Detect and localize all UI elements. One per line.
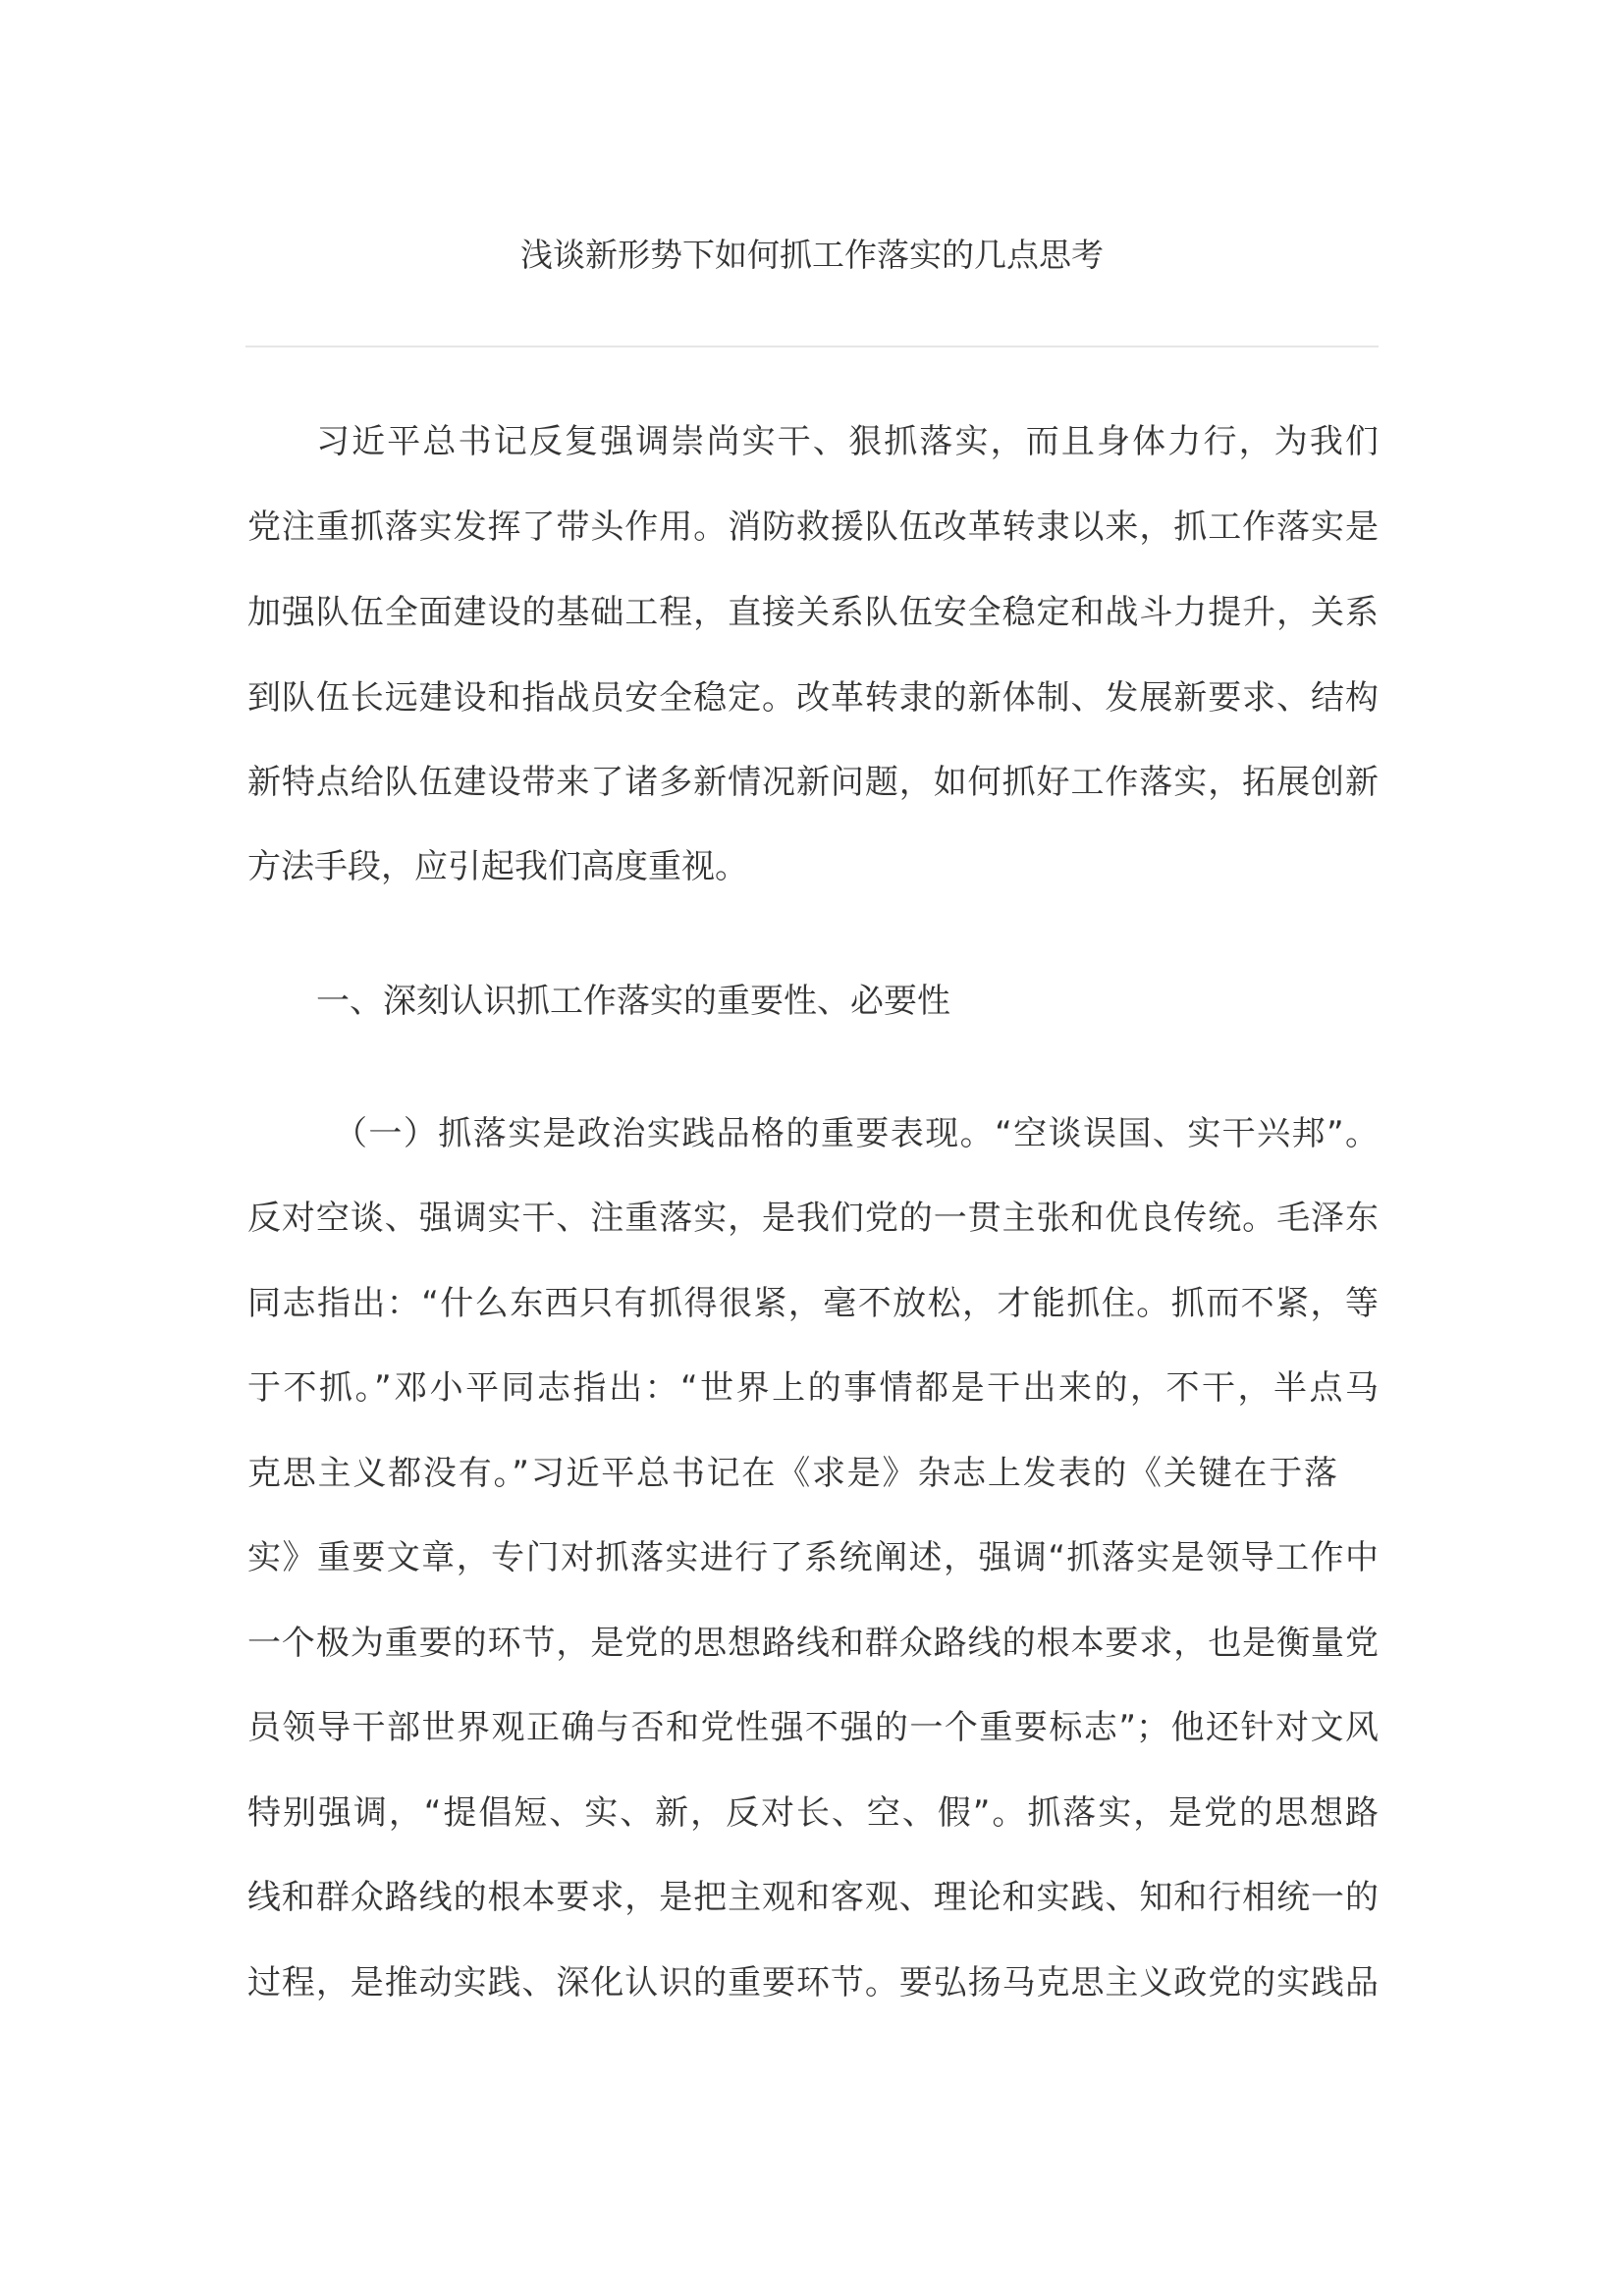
title-divider	[245, 346, 1379, 347]
paragraph-line: 加强队伍全面建设的基础工程，直接关系队伍安全稳定和战斗力提升，关系	[247, 593, 1379, 632]
paragraph-line: 新特点给队伍建设带来了诸多新情况新问题，如何抓好工作落实，拓展创新	[247, 763, 1379, 802]
paragraph-line: 员领导干部世界观正确与否和党性强不强的一个重要标志”；他还针对文风	[247, 1708, 1379, 1747]
paragraph-line: 一个极为重要的环节，是党的思想路线和群众路线的根本要求，也是衡量党	[247, 1624, 1379, 1663]
paragraph-line: 同志指出：“什么东西只有抓得很紧，毫不放松，才能抓住。抓而不紧，等	[247, 1284, 1379, 1323]
paragraph-line: 过程，是推动实践、深化认识的重要环节。要弘扬马克思主义政党的实践品	[247, 1963, 1379, 2002]
paragraph-line: 习近平总书记反复强调崇尚实干、狠抓落实，而且身体力行，为我们	[316, 422, 1379, 461]
paragraph-line: 克思主义都没有。”习近平总书记在《求是》杂志上发表的《关键在于落	[247, 1454, 1337, 1493]
section-heading: 一、深刻认识抓工作落实的重要性、必要性	[316, 982, 950, 1021]
paragraph-line: 党注重抓落实发挥了带头作用。消防救援队伍改革转隶以来，抓工作落实是	[247, 507, 1379, 547]
paragraph-line: 反对空谈、强调实干、注重落实，是我们党的一贯主张和优良传统。毛泽东	[247, 1199, 1379, 1238]
paragraph-line: 到队伍长远建设和指战员安全稳定。改革转隶的新体制、发展新要求、结构	[247, 678, 1379, 718]
paragraph-line: 线和群众路线的根本要求，是把主观和客观、理论和实践、知和行相统一的	[247, 1878, 1379, 1917]
paragraph-line: 于不抓。”邓小平同志指出：“世界上的事情都是干出来的，不干，半点马	[247, 1368, 1379, 1408]
paragraph-line: 特别强调，“提倡短、实、新，反对长、空、假”。抓落实，是党的思想路	[247, 1793, 1379, 1833]
paragraph-line: 方法手段，应引起我们高度重视。	[247, 847, 748, 886]
paragraph-line: 实》重要文章，专门对抓落实进行了系统阐述，强调“抓落实是领导工作中	[247, 1538, 1379, 1577]
document-title: 浅谈新形势下如何抓工作落实的几点思考	[520, 236, 1104, 274]
paragraph-line: （一）抓落实是政治实践品格的重要表现。“空谈误国、实干兴邦”。	[334, 1114, 1379, 1153]
